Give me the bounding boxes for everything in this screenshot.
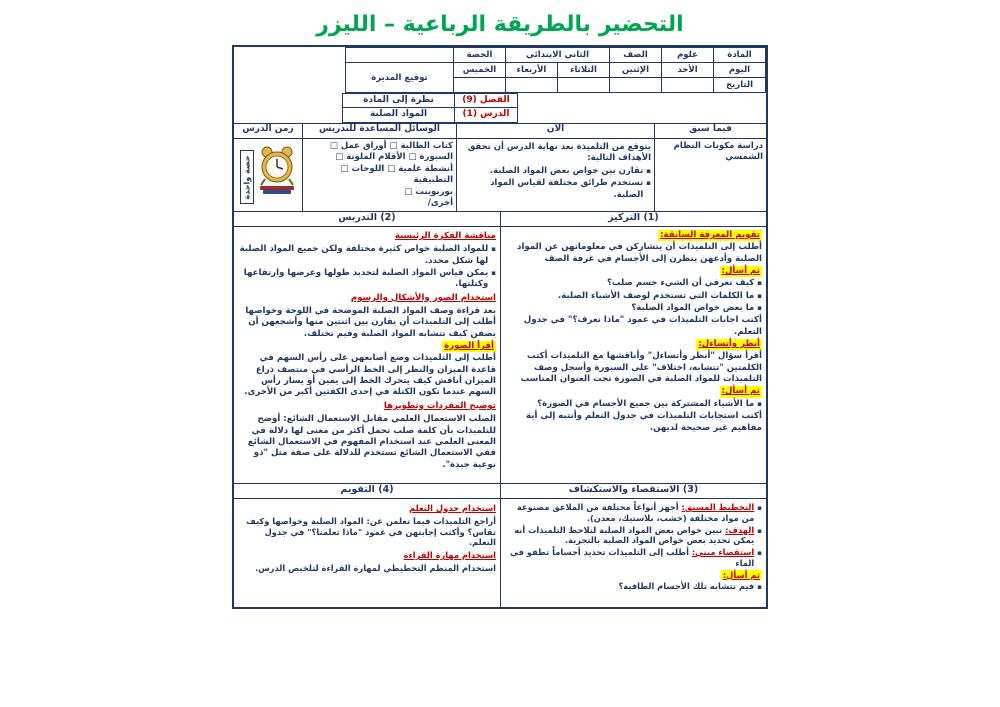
paragraph: أكتب اجابات التلميذات في عمود "ماذا نعرف؟" في جدول التعلم. bbox=[523, 315, 762, 337]
labeled-item: ▪ التخطيط المسبق: أجهز أنواعاً مختلفة من الملاعق مصنوعة من مواد مختلفة (خشب، بلاستيك، معدن). bbox=[505, 502, 762, 524]
inquiry-column bbox=[500, 484, 766, 607]
day-label: اليوم bbox=[714, 63, 766, 78]
lesson-duration-box bbox=[240, 150, 254, 204]
bullet-marker-icon bbox=[757, 547, 762, 569]
chapter-title: نظرة إلى المادة bbox=[342, 93, 454, 108]
evaluation-content bbox=[234, 499, 500, 607]
paragraph: بعد قراءة وصف المواد الصلبة الموضحة في اللوحة وخواصها أطلب إلى التلميذات أن يقارن بين اثنتين منها وأشجعهن أن يصفن كيف تتشابه المواد الصلبة وفيم تختلف. bbox=[245, 306, 496, 339]
teaching-content bbox=[234, 227, 500, 483]
main-section bbox=[234, 211, 766, 483]
bottom-section bbox=[234, 483, 766, 607]
day-monday: الإثنين bbox=[610, 63, 662, 78]
paragraph: أراجع التلميذات فيما تعلمن عن: المواد الصلبة وخواصها وكيف تقاس؟ وأكتب إجابتهن في عمود "ماذا تعلمنا؟" في جدول التعلم. bbox=[246, 515, 496, 548]
aid-line: بوربوينت □ bbox=[404, 186, 453, 197]
bullet-marker-icon bbox=[757, 278, 762, 289]
bullet-marker-icon bbox=[757, 525, 762, 547]
lesson-plan-table bbox=[232, 45, 768, 609]
grade-value: الثاني الابتدائي bbox=[505, 48, 609, 63]
objectives-intro: يتوقع من التلميذة بعد نهاية الدرس أن تحقق الأهداف التالية: bbox=[467, 142, 651, 164]
lesson-time-header: زمن الدرس bbox=[234, 124, 302, 139]
evaluation-column bbox=[234, 484, 500, 607]
period-label: الحصة bbox=[453, 48, 505, 63]
focus-content bbox=[501, 227, 766, 483]
teaching-column bbox=[234, 212, 500, 483]
bullet-item: ▪ ما الكلمات التي تستخدم لوصف الأشياء الصلبة. bbox=[505, 291, 762, 302]
bullet-marker-icon bbox=[757, 581, 762, 593]
bullet-item: ▪ فيم تتشابه تلك الأجسام الطافية؟ bbox=[505, 581, 762, 593]
bullet-marker-icon bbox=[757, 399, 762, 410]
date-cell bbox=[662, 78, 714, 93]
chapter-label: الفصل (9) bbox=[454, 93, 518, 108]
spacer bbox=[234, 93, 342, 108]
bullet-marker-icon bbox=[491, 268, 496, 291]
evaluation-header: (4) التقويم bbox=[234, 484, 500, 499]
aid-line: السبورة □ الأقلام الملونة □ bbox=[335, 152, 453, 163]
bullet-item: ▪ كيف تعرفي أن الشيء جسم صلب؟ bbox=[505, 278, 762, 289]
bullet-marker-icon bbox=[757, 291, 762, 302]
previously-header: فيما سبق bbox=[655, 124, 766, 139]
highlight-heading: ثم أسأل: bbox=[721, 266, 760, 277]
labeled-item: ▪ استقصاء مبني: أطلب إلى التلميذات تحديد أجساماً تطفو في الماء bbox=[505, 547, 762, 569]
line bbox=[505, 570, 762, 581]
day-wednesday: الأربعاء bbox=[505, 63, 557, 78]
red-heading: استخدام جدول التعلم bbox=[409, 503, 496, 513]
spacer bbox=[234, 108, 342, 123]
now-content bbox=[457, 139, 654, 204]
aid-line: أنشطة علمية □ اللوحات □ bbox=[340, 163, 453, 174]
previously-section bbox=[654, 124, 766, 211]
red-heading: استخدام مهارة القراءة bbox=[403, 550, 496, 561]
line bbox=[505, 266, 762, 277]
subject-label: المادة bbox=[714, 48, 766, 63]
header-info-table bbox=[234, 47, 766, 93]
paragraph: استخدام المنظم التخطيطي لمهارة القراءة لتلخيص الدرس. bbox=[255, 562, 496, 573]
paragraph: أطلب إلى التلميذات أن يتشاركن في معلوماتهن عن المواد الصلبة وأدعهن ينظرن إلى الأجسام في غرفة الصف bbox=[517, 242, 762, 264]
previously-content: دراسة مكونات النظام الشمسي bbox=[673, 141, 763, 163]
date-cell bbox=[505, 78, 557, 93]
red-heading: مناقشة الفكرة الرئيسية bbox=[394, 231, 496, 241]
bullet-marker-icon bbox=[646, 166, 651, 177]
grade-label: الصف bbox=[610, 48, 662, 63]
objective-item: ▪ تقارن بين خواص بعض المواد الصلبة. bbox=[460, 166, 651, 177]
bullet-item: ▪ ما بعض خواص المواد الصلبة؟ bbox=[505, 303, 762, 314]
highlight-heading: أنظر وأتساءل: bbox=[698, 339, 760, 350]
labeled-item: ▪ الهدف: تبين خواص بعض المواد الصلبة لتلاحظ التلميذات أنه يمكن تحديد بعض خواص المواد الصلبة بالتجربة. bbox=[505, 525, 762, 547]
bullet-marker-icon bbox=[646, 178, 651, 201]
line bbox=[238, 341, 496, 352]
paragraph: أطلب إلى التلميذات وضع أصابعهن على رأس السهم في قاعدة الميزان والنظر إلى الخط الرأسي في منتصف ذراع الميزان أناقش كيف يتحرك الخط إلى يمين أو يسار رأس السهم عندما تكون الكتلة في إحدى الكفتين أكبر من الأخرى. bbox=[244, 353, 496, 398]
aid-line: أخرى/ bbox=[427, 198, 453, 209]
line bbox=[505, 230, 762, 241]
focus-header: (1) التركيز bbox=[501, 212, 766, 227]
clock-icon bbox=[254, 142, 300, 196]
red-heading: توضيح المفردات وتطويرها bbox=[383, 400, 496, 411]
highlight-heading: تقويم المعرفة السابقة: bbox=[660, 230, 760, 240]
spacer bbox=[518, 93, 766, 108]
day-thursday: الخميس bbox=[453, 63, 505, 78]
bullet-marker-icon bbox=[757, 303, 762, 314]
highlight-heading: ثم أسأل: bbox=[722, 569, 760, 580]
line bbox=[505, 386, 762, 397]
empty-cell bbox=[345, 48, 453, 63]
overview-band bbox=[234, 123, 766, 211]
lesson-time-section bbox=[234, 124, 302, 211]
inquiry-content bbox=[501, 499, 766, 607]
signature-cell: توقيع المديرة bbox=[345, 63, 453, 93]
teaching-header: (2) التدريس bbox=[234, 212, 500, 227]
aid-line: التطبيقية bbox=[413, 175, 453, 186]
lesson-title: المواد الصلبة bbox=[342, 108, 454, 123]
day-tuesday: الثلاثاء bbox=[558, 63, 610, 78]
subject-value: علوم bbox=[662, 48, 714, 63]
empty-area bbox=[234, 48, 345, 93]
bullet-item: ▪ ما الأشياء المشتركة بين جميع الأجسام في الصورة؟ bbox=[505, 399, 762, 410]
bullet-item: ▪ للمواد الصلبة خواص كثيرة مختلفة ولكن جميع المواد الصلبة لها شكل محدد. bbox=[238, 244, 496, 267]
date-cell bbox=[558, 78, 610, 93]
highlight-heading: أقرأ الصورة bbox=[444, 341, 494, 352]
lesson-duration: حصة واحدة bbox=[242, 154, 252, 200]
day-sunday: الأحد bbox=[662, 63, 714, 78]
date-cell bbox=[453, 78, 505, 93]
highlight-heading: ثم أسأل: bbox=[721, 386, 760, 397]
aid-line: كتاب الطالبة □ أوراق عمل □ bbox=[329, 141, 453, 151]
objective-item: ▪ تستخدم طرائق مختلفة لقياس المواد الصلبة. bbox=[460, 178, 651, 201]
bullet-marker-icon bbox=[757, 502, 762, 524]
red-heading: استخدام الصور والأشكال والرسوم bbox=[350, 292, 496, 303]
red-label: الهدف: bbox=[725, 524, 755, 535]
spacer bbox=[518, 108, 766, 123]
bullet-item: ▪ يمكن قياس المواد الصلبة لتحديد طولها وعرضها وارتفاعها وكتلتها. bbox=[238, 268, 496, 291]
page-title: التحضير بالطريقة الرباعية – الليزر bbox=[316, 12, 684, 37]
date-label: التاريخ bbox=[714, 78, 766, 93]
red-label: التخطيط المسبق: bbox=[681, 502, 755, 512]
paragraph: أكتب استجابات التلميذات في جدول التعلم وأنتبه إلى أية مفاهيم غير صحيحة لديهن. bbox=[526, 411, 762, 433]
teaching-aids-header: الوسائل المساعدة للتدريس bbox=[303, 124, 456, 139]
teaching-aids-section bbox=[302, 124, 456, 211]
paragraph: أقرأ سؤال "أنظر وأتساءل" وأناقشها مع التلميذات أكتب الكلمتين "تتشابه، اختلاف" على السبورة وأسجل وصف التلميذات للمواد الصلبة في الصورة تحت العنوان المناسب bbox=[520, 351, 762, 385]
bullet-marker-icon bbox=[491, 244, 496, 267]
lesson-info-grid bbox=[234, 93, 766, 123]
inquiry-header: (3) الاستقصاء والاستكشاف bbox=[501, 484, 766, 499]
now-section bbox=[456, 124, 654, 211]
focus-column bbox=[500, 212, 766, 483]
red-label: استقصاء مبني: bbox=[691, 547, 755, 558]
teaching-aids-list bbox=[303, 139, 456, 211]
paragraph: الصلب الاستعمال العلمي مقابل الاستعمال الشائع: أوضح للتلميذات بأن كلمة صلب تحمل أكثر من معنى لها دلالة في المعنى العلمي عند استخدام المفهوم في الاستعمال الشائع ففي الاستعمال الشائع تستخدم للدلالة على صفة مثل "ذو نوعية جيدة". bbox=[247, 414, 496, 470]
now-header: الآن bbox=[457, 124, 654, 139]
line bbox=[505, 339, 762, 350]
lesson-label: الدرس (1) bbox=[454, 108, 518, 123]
date-cell bbox=[610, 78, 662, 93]
lesson-time-body bbox=[234, 139, 302, 207]
